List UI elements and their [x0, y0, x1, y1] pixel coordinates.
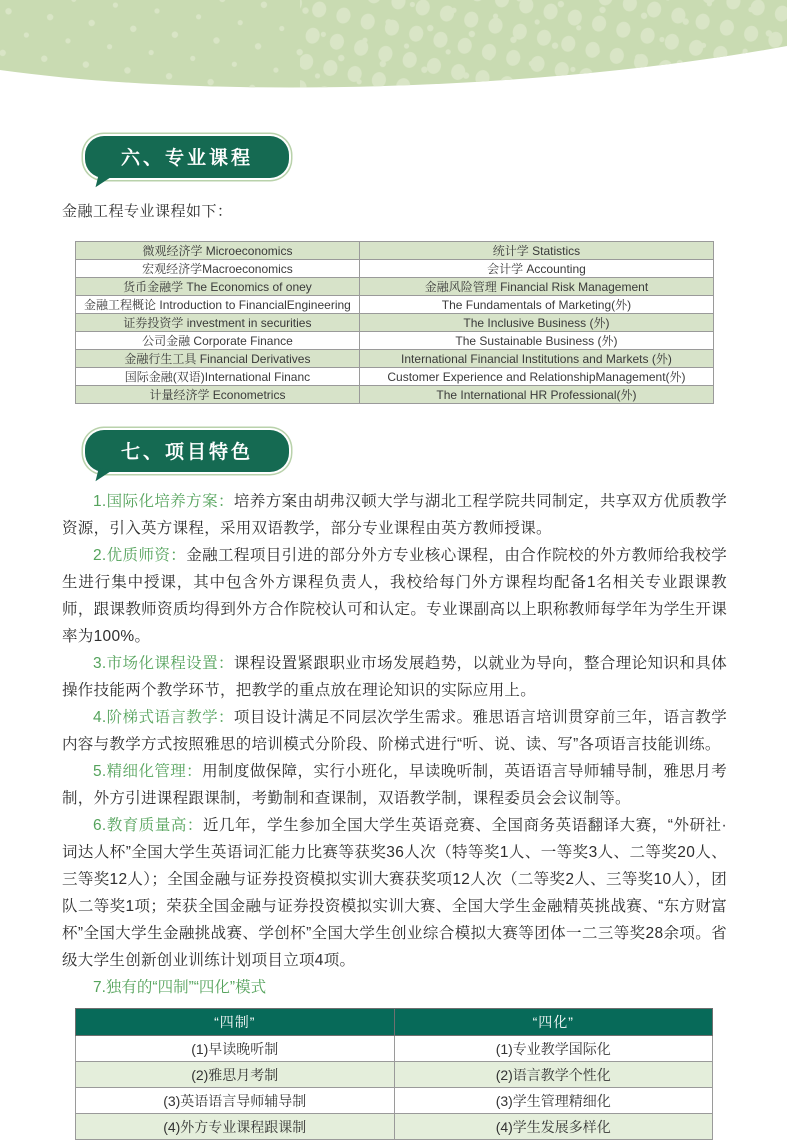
- table-cell: (4)学生发展多样化: [394, 1114, 713, 1140]
- table-cell: 会计学 Accounting: [359, 260, 713, 278]
- course-table: [75, 241, 714, 404]
- table-cell: The Inclusive Business (外): [359, 314, 713, 332]
- section-7-title: 七、项目特色: [121, 442, 254, 463]
- table-cell: 证券投资学 investment in securities: [76, 314, 360, 332]
- table-cell: (3)学生管理精细化: [394, 1088, 713, 1114]
- table-cell: 公司金融 Corporate Finance: [76, 332, 360, 350]
- mode-table-header-sizhi: “四制”: [76, 1009, 395, 1036]
- course-table-intro: 金融工程专业课程如下：: [62, 203, 233, 220]
- table-row: [76, 1088, 713, 1114]
- feature-paragraph-1: [62, 488, 727, 542]
- table-cell: 货币金融学 The Economics of oney: [76, 278, 360, 296]
- table-row: [76, 242, 714, 260]
- feature-paragraph-5: [62, 758, 727, 812]
- table-row: [76, 350, 714, 368]
- feature-lead-4: 4.阶梯式语言教学：: [93, 709, 234, 726]
- feature-lead-3: 3.市场化课程设置：: [93, 655, 234, 672]
- feature-lead-1: 1.国际化培养方案：: [93, 493, 234, 510]
- feature-lead-6: 6.教育质量高：: [93, 817, 203, 834]
- feature-text-3: 课程设置紧跟职业市场发展趋势，以就业为导向，整合理论知识和具体操作技能两个教学环节，把教学的重点放在理论知识的实际应用上。: [62, 655, 727, 699]
- table-cell: International Financial Institutions and Markets (外): [359, 350, 713, 368]
- feature-paragraph-3: [62, 650, 727, 704]
- feature-paragraph-4: [62, 704, 727, 758]
- course-table-body: [76, 242, 714, 404]
- table-row: [76, 1114, 713, 1140]
- table-cell: (1)早读晚听制: [76, 1036, 395, 1062]
- table-cell: (1)专业教学国际化: [394, 1036, 713, 1062]
- table-cell: 统计学 Statistics: [359, 242, 713, 260]
- table-row: [76, 1062, 713, 1088]
- table-row: [76, 386, 714, 404]
- feature-paragraph-6: [62, 812, 727, 974]
- table-cell: 金融风险管理 Financial Risk Management: [359, 278, 713, 296]
- feature-lead-5: 5.精细化管理：: [93, 763, 203, 780]
- mode-table-header-sihua: “四化”: [394, 1009, 713, 1036]
- feature-text-2: 金融工程项目引进的部分外方专业核心课程，由合作院校的外方教师给我校学生进行集中授课，其中包含外方课程负责人，我校给每门外方课程均配备1名相关专业跟课教师，跟课教师资质均得到外方合作院校认可和认定。专业课副高以上职称教师每学年为学生开课率为100%。: [62, 547, 727, 645]
- table-cell: 微观经济学 Microeconomics: [76, 242, 360, 260]
- feature-text-5: 用制度做保障，实行小班化，早读晚听制，英语语言导师辅导制，雅思月考制，外方引进课程跟课制，考勤制和查课制，双语教学制，课程委员会会议制等。: [62, 763, 727, 807]
- table-cell: (4)外方专业课程跟课制: [76, 1114, 395, 1140]
- feature-subheading-7: 7.独有的“四制”“四化”模式: [93, 979, 267, 996]
- table-cell: 金融行生工具 Financial Derivatives: [76, 350, 360, 368]
- table-row: [76, 278, 714, 296]
- table-cell: Customer Experience and RelationshipManagement(外): [359, 368, 713, 386]
- feature-text-6: 近几年，学生参加全国大学生英语竞赛、全国商务英语翻译大赛，“外研社·词达人杯”全国大学生英语词汇能力比赛等获奖36人次（特等奖1人、一等奖3人、二等奖20人、三等奖12人）；全国金融与证券投资模拟实训大赛获奖项12人次（二等奖2人、三等奖10人），团队二等奖1项；荣获全国金融与证券投资模拟实训大赛、全国大学生金融精英挑战赛、“东方财富杯”全国大学生金融挑战赛、学创杯”全国大学生创业综合模拟大赛等团体一二三等奖28余项。省级大学生创新创业训练计划项目立项4项。: [62, 817, 728, 969]
- table-cell: (3)英语语言导师辅导制: [76, 1088, 395, 1114]
- mode-table-header-row: [76, 1009, 713, 1036]
- mode-table-body: [76, 1036, 713, 1140]
- table-cell: 宏观经济学Macroeconomics: [76, 260, 360, 278]
- table-cell: The Sustainable Business (外): [359, 332, 713, 350]
- feature-lead-2: 2.优质师资：: [93, 547, 187, 564]
- table-cell: The Fundamentals of Marketing(外): [359, 296, 713, 314]
- table-cell: (2)语言教学个性化: [394, 1062, 713, 1088]
- table-row: [76, 332, 714, 350]
- section-6-title: 六、专业课程: [121, 148, 254, 169]
- feature-text-1: 培养方案由胡弗汉顿大学与湖北工程学院共同制定，共享双方优质教学资源，引入英方课程，采用双语教学，部分专业课程由英方教师授课。: [62, 493, 727, 537]
- feature-text-4: 项目设计满足不同层次学生需求。雅思语言培训贯穿前三年，语言教学内容与教学方式按照雅思的培训模式分阶段、阶梯式进行“听、说、读、写”各项语言技能训练。: [62, 709, 727, 753]
- table-row: [76, 260, 714, 278]
- table-row: [76, 314, 714, 332]
- table-row: [76, 368, 714, 386]
- table-cell: (2)雅思月考制: [76, 1062, 395, 1088]
- mode-table: [75, 1008, 713, 1140]
- table-row: [76, 296, 714, 314]
- table-cell: The International HR Professional(外): [359, 386, 713, 404]
- table-cell: 国际金融(双语)International Financ: [76, 368, 360, 386]
- table-row: [76, 1036, 713, 1062]
- feature-paragraph-2: [62, 542, 727, 650]
- section-6-header-bubble: [85, 136, 289, 178]
- table-cell: 金融工程概论 Introduction to FinancialEngineering: [76, 296, 360, 314]
- section-7-header-bubble: [85, 430, 289, 472]
- table-cell: 计量经济学 Econometrics: [76, 386, 360, 404]
- feature-paragraphs: [62, 488, 727, 1001]
